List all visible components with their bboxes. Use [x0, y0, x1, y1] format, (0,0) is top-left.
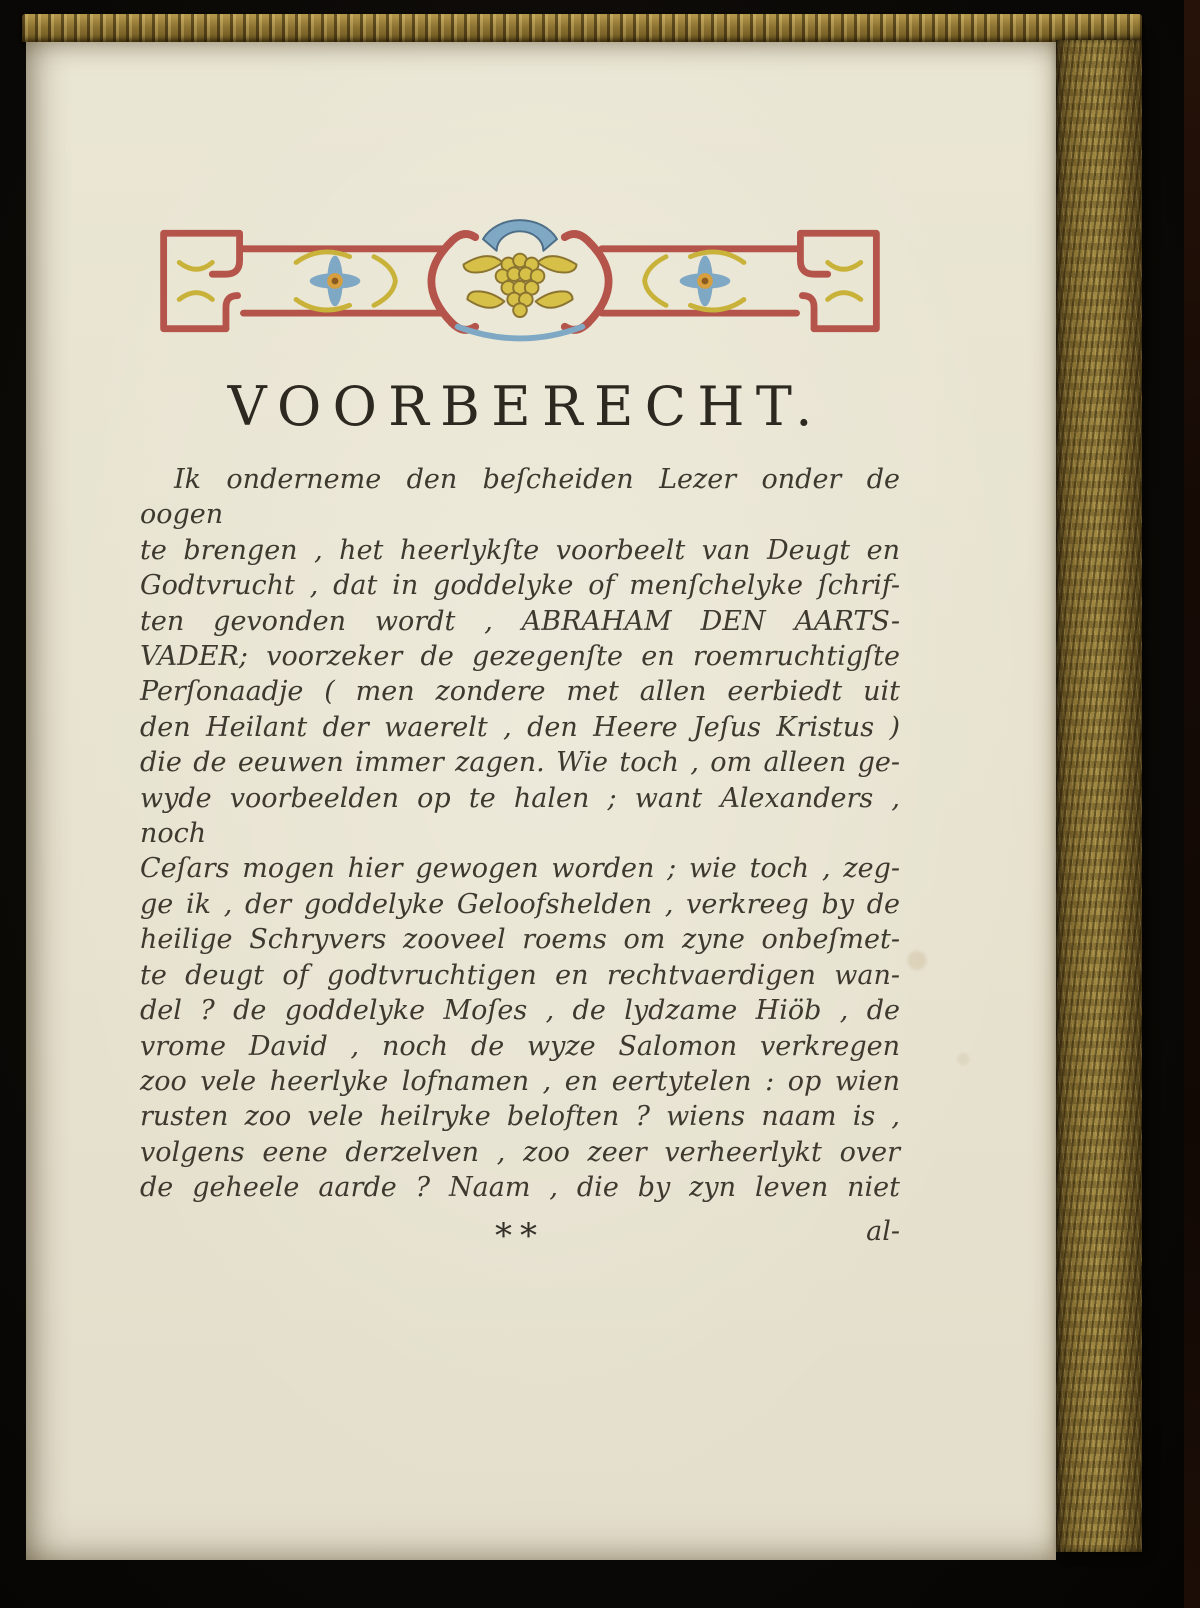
text-line: Ceſars mogen hier gewogen worden ; wie toch , zeg- — [140, 853, 900, 885]
text-line: heilige Schryvers zooveel roems om zyne onbeſmet- — [140, 924, 900, 956]
text-line: VADER; voorzeker de gezegenſte en roemruchtigſte — [140, 641, 900, 673]
text-line: te deugt of godtvruchtigen en rechtvaerdigen wan- — [140, 959, 900, 991]
text-line: rusten zoo vele heilryke beloften ? wiens naam is , — [140, 1101, 900, 1133]
text-line: zoo vele heerlyke lofnamen , en eertytelen : op wien — [140, 1065, 900, 1097]
text-line: wyde voorbeelden op te halen ; want Alexanders , noch — [140, 782, 900, 850]
headpiece-ornament — [150, 205, 890, 355]
text-line: vrome David , noch de wyze Salomon verkregen — [140, 1030, 900, 1062]
back-cover-edge — [1184, 0, 1200, 1608]
text-line: volgens eene derzelven , zoo zeer verheerlykt over — [140, 1136, 900, 1168]
text-line: del ? de goddelyke Moſes , de lydzame Hiöb , de — [140, 995, 900, 1027]
gilt-top-edge — [22, 14, 1142, 42]
body-text — [140, 462, 900, 1206]
text-line: die de eeuwen immer zagen. Wie toch , om alleen ge- — [140, 747, 900, 779]
text-line: te brengen , het heerlykſte voorbeelt van Deugt en — [140, 534, 900, 566]
text-line: den Heilant der waerelt , den Heere Jeſus Kristus ) — [140, 711, 900, 743]
page-content — [140, 42, 900, 1260]
text-line: Godtvrucht , dat in goddelyke of menſchelyke ſchrif- — [140, 570, 900, 602]
catchword: al- — [866, 1215, 900, 1247]
text-line: Perſonaadje ( men zondere met allen eerbiedt uit — [140, 676, 900, 708]
text-line: ge ik , der goddelyke Geloofshelden , verkreeg by de — [140, 888, 900, 920]
gilt-fore-edge — [1056, 40, 1142, 1552]
signature-mark: ** — [495, 1215, 545, 1256]
text-line: Ik onderneme den beſcheiden Lezer onder de oogen — [140, 464, 900, 531]
text-line: de geheele aarde ? Naam , die by zyn leven niet — [140, 1172, 900, 1204]
page-footer — [140, 1216, 900, 1260]
page-title: VOORBERECHT. — [227, 375, 824, 438]
text-line: ten gevonden wordt , ABRAHAM DEN AARTS- — [140, 605, 900, 637]
book-page — [26, 42, 1056, 1560]
